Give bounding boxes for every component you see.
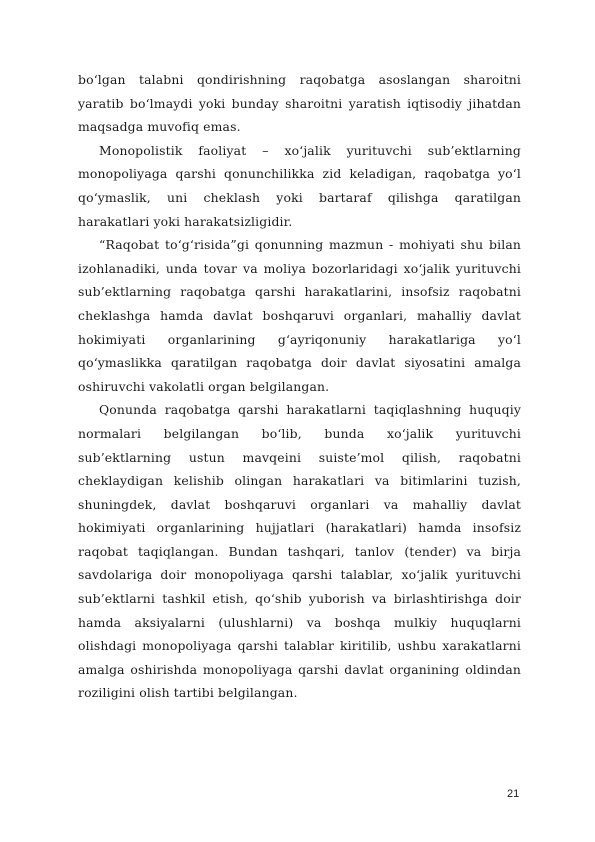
- paragraph-competition-law: “Raqobat to‘g‘risida”gi qonunning mazmun - mohiyati shu bilan izohlanadiki, unda tovar va moliya bozorlaridagi xo‘jalik yurituvchi sub’ektlarning raqobatga qarshi harakatlarini, insofsiz raqobatni cheklashga hamda davlat boshqaruvi organlari, mahalliy davlat hokimiyati organlarining g‘ayriqonuniy harakatlariga yo‘l qo‘ymaslikka qaratilgan raqobatga doir davlat siyosatini amalga oshiruvchi vakolatli organ belgilangan.: [78, 237, 521, 394]
- body-text: [78, 68, 521, 705]
- paragraph-continuation: bo‘lgan talabni qondirishning raqobatga asoslangan sharoitni yaratib bo‘lmaydi yoki bunday sharoitni yaratish iqtisodiy jihatdan maqsadga muvofiq emas.: [78, 72, 521, 135]
- paragraph-monopolistic-activity: Monopolistik faoliyat – xo‘jalik yurituvchi sub’ektlarning monopoliyaga qarshi qonunchilikka zid keladigan, raqobatga yo‘l qo‘ymaslik, uni cheklash yoki bartaraf qilishga qaratilgan harakatlari yoki harakatsizligidir.: [78, 142, 521, 229]
- page-number: 21: [507, 788, 520, 800]
- paragraph-legal-norms: Qonunda raqobatga qarshi harakatlarni taqiqlashning huquqiy normalari belgilangan bo‘lib, bunda xo‘jalik yurituvchi sub’ektlarning ustun mavqeini suiste’mol qilish, raqobatni cheklaydigan kelishib olingan harakatlari va bitimlarini tuzish, shuningdek, davlat boshqaruvi organlari va mahalliy davlat hokimiyati organlarining hujjatlari (harakatlari) hamda insofsiz raqobat taqiqlangan. Bundan tashqari, tanlov (tender) va birja savdolariga doir monopoliyaga qarshi talablar, xo‘jalik yurituvchi sub’ektlarni tashkil etish, qo‘shib yuborish va birlashtirishga doir hamda aksiyalarni (ulushlarni) va boshqa mulkiy huquqlarni olishdagi monopoliyaga qarshi talablar kiritilib, ushbu xarakatlarni amalga oshirishda monopoliyaga qarshi davlat organining oldindan roziligini olish tartibi belgilangan.: [78, 402, 521, 701]
